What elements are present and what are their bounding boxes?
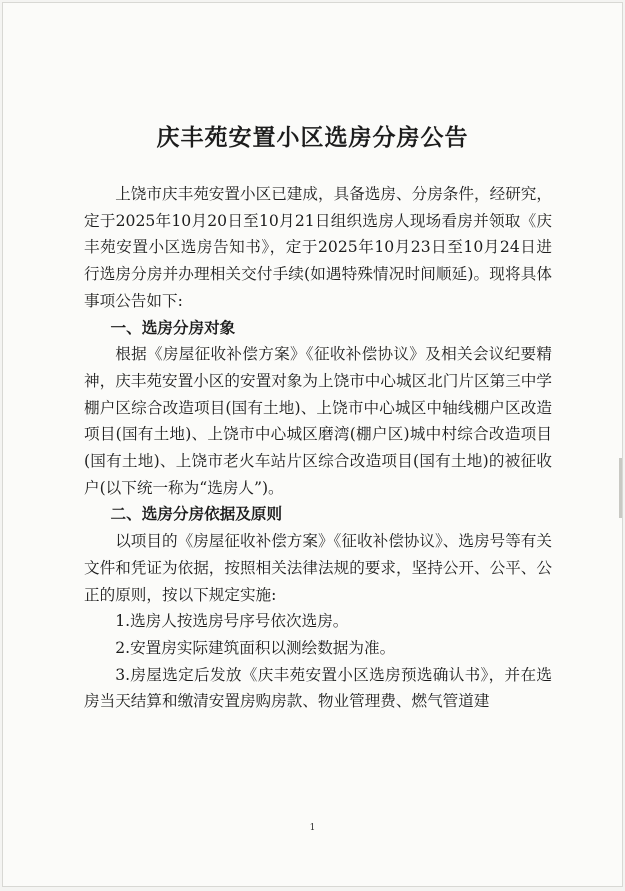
rule-item-1: 1.选房人按选房号序号依次选房。 (115, 612, 349, 631)
intro-paragraph: 上饶市庆丰苑安置小区已建成，具备选房、分房条件，经研究，定于2025年10月20日至10月21日组织选房人现场看房并领取《庆丰苑安置小区选房告知书》，定于2025年10月23日至10月24日进行选房分房并办理相关交付手续(如遇特殊情况时间顺延)。现将具体事项公告如下: (84, 185, 552, 310)
document-page (2, 2, 623, 887)
section-2-paragraph: 以项目的《房屋征收补偿方案》《征收补偿协议》、选房号等有关文件和凭证为依据，按照相关法律法规的要求，坚持公开、公平、公正的原则，按以下规定实施: (84, 532, 552, 604)
section-1-paragraph: 根据《房屋征收补偿方案》《征收补偿协议》及相关会议纪要精神，庆丰苑安置小区的安置对象为上饶市中心城区北门片区第三中学棚户区综合改造项目(国有土地)、上饶市中心城区中轴线棚户区改造项目(国有土地)、上饶市中心城区磨湾(棚户区)城中村综合改造项目(国有土地)、上饶市老火车站片区综合改造项目(国有土地)的被征收户(以下统一称为“选房人”)。 (84, 345, 552, 497)
page-edge-mark (619, 458, 622, 518)
rule-item-3: 3.房屋选定后发放《庆丰苑安置小区选房预选确认书》，并在选房当天结算和缴清安置房购房款、物业管理费、燃气管道建 (84, 665, 552, 711)
section-heading-1: 一、选房分房对象 (110, 317, 236, 337)
section-heading-2: 二、选房分房依据及原则 (110, 504, 283, 524)
document-body (84, 181, 552, 715)
page-number: 1 (309, 823, 316, 833)
document-title: 庆丰苑安置小区选房分房公告 (156, 124, 469, 151)
rule-item-2: 2.安置房实际建筑面积以测绘数据为准。 (115, 638, 396, 657)
